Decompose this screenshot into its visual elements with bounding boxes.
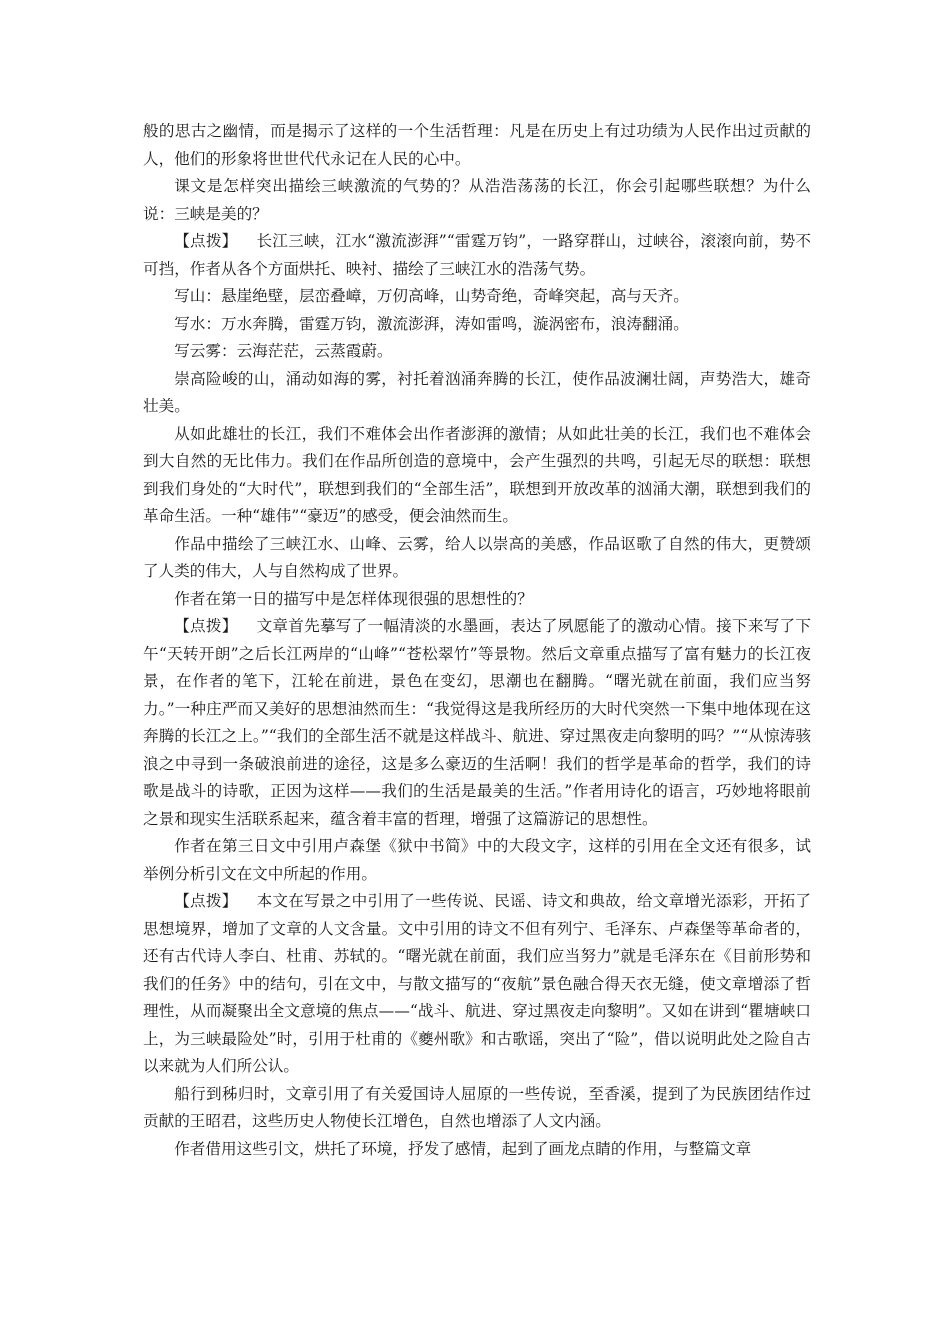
hint-paragraph — [143, 228, 811, 283]
question-paragraph: 作者在第一日的描写中是怎样体现很强的思想性的？ — [174, 589, 533, 608]
hint-paragraph — [143, 613, 811, 833]
hint-tag: 【点拨】 — [174, 232, 238, 250]
paragraph-clouds: 写云雾：云海茫茫，云蒸霞蔚。 — [174, 342, 393, 360]
question-paragraph: 课文是怎样突出描绘三峡激流的气势的？从浩浩荡荡的长江，你会引起哪些联想？为什么说：三峡是美的？ — [143, 177, 811, 223]
paragraph: 船行到秭归时，文章引用了有关爱国诗人屈原的一些传说，至香溪，提到了为民族团结作过贡献的王昭君，这些历史人物使长江增色，自然也增添了人文内涵。 — [143, 1084, 811, 1130]
hint-tag: 【点拨】 — [174, 617, 238, 635]
paragraph: 崇高险峻的山，涌动如海的雾，衬托着汹涌奔腾的长江，使作品波澜壮阔，声势浩大，雄奇壮美。 — [143, 369, 811, 415]
paragraph-continuation: 般的思古之幽情，而是揭示了这样的一个生活哲理：凡是在历史上有过功绩为人民作出过贡献的人，他们的形象将世世代代永记在人民的心中。 — [143, 122, 811, 168]
question-paragraph: 作者在第三日文中引用卢森堡《狱中书简》中的大段文字，这样的引用在全文还有很多，试举例分析引文在文中所起的作用。 — [143, 837, 811, 883]
paragraph: 从如此雄壮的长江，我们不难体会出作者澎湃的激情；从如此壮美的长江，我们也不难体会到大自然的无比伟力。我们在作品所创造的意境中，会产生强烈的共鸣，引起无尽的联想：联想到我们身处的“大时代”，联想到我们的“全部生活”，联想到开放改革的汹涌大潮，联想到我们的革命生活。一种“雄伟”“豪迈”的感受，便会油然而生。 — [143, 424, 811, 525]
hint-tag: 【点拨】 — [174, 892, 238, 910]
paragraph-water: 写水：万水奔腾，雷霆万钧，激流澎湃，涛如雷鸣，漩涡密布，浪涛翻涌。 — [174, 314, 689, 333]
document-body — [143, 118, 811, 1163]
paragraph: 作者借用这些引文，烘托了环境，抒发了感情，起到了画龙点睛的作用，与整篇文章 — [174, 1139, 752, 1158]
paragraph-mountain: 写山：悬崖绝壁，层峦叠嶂，万仞高峰，山势奇绝，奇峰突起，高与天齐。 — [174, 287, 689, 305]
hint-text: 本文在写景之中引用了一些传说、民谣、诗文和典故，给文章增光添彩，开拓了思想境界，增加了文章的人文含量。文中引用的诗文不但有列宁、毛泽东、卢森堡等革命者的，还有古代诗人李白、杜甫、苏轼的。“曙光就在前面，我们应当努力”就是毛泽东在《目前形势和我们的任务》中的结句，引在文中，与散文描写的“夜航”景色融合得天衣无缝，使文章增添了哲理性，从而凝聚出全文意境的焦点——“战斗、航进、穿过黑夜走向黎明”。又如在讲到“瞿塘峡口上，为三峡最险处”时，引用于杜甫的《夔州歌》和古歌谣，突出了“险”，借以说明此处之险自古以来就为人们所公认。 — [143, 892, 811, 1075]
hint-paragraph — [143, 888, 811, 1081]
paragraph: 作品中描绘了三峡江水、山峰、云雾，给人以崇高的美感，作品讴歌了自然的伟大，更赞颂了人类的伟大，人与自然构成了世界。 — [143, 534, 811, 580]
hint-text: 长江三峡，江水“激流澎湃”“雷霆万钧”，一路穿群山，过峡谷，滚滚向前，势不可挡，作者从各个方面烘托、映衬、描绘了三峡江水的浩荡气势。 — [143, 232, 811, 278]
hint-text: 文章首先摹写了一幅清淡的水墨画，表达了夙愿能了的激动心情。接下来写了下午“天转开朗”之后长江两岸的“山峰”“苍松翠竹”等景物。然后文章重点描写了富有魅力的长江夜景，在作者的笔下，江轮在前进，景色在变幻，思潮也在翻腾。“曙光就在前面，我们应当努力。”一种庄严而又美好的思想油然而生：“我觉得这是我所经历的大时代突然一下集中地体现在这奔腾的长江之上。”“我们的全部生活不就是这样战斗、航进、穿过黑夜走向黎明的吗？”“从惊涛骇浪之中寻到一条破浪前进的途径，这是多么豪迈的生活啊！我们的哲学是革命的哲学，我们的诗歌是战斗的诗歌，正因为这样——我们的生活是最美的生活。”作者用诗化的语言，巧妙地将眼前之景和现实生活联系起来，蕴含着丰富的哲理，增强了这篇游记的思想性。 — [143, 617, 811, 828]
